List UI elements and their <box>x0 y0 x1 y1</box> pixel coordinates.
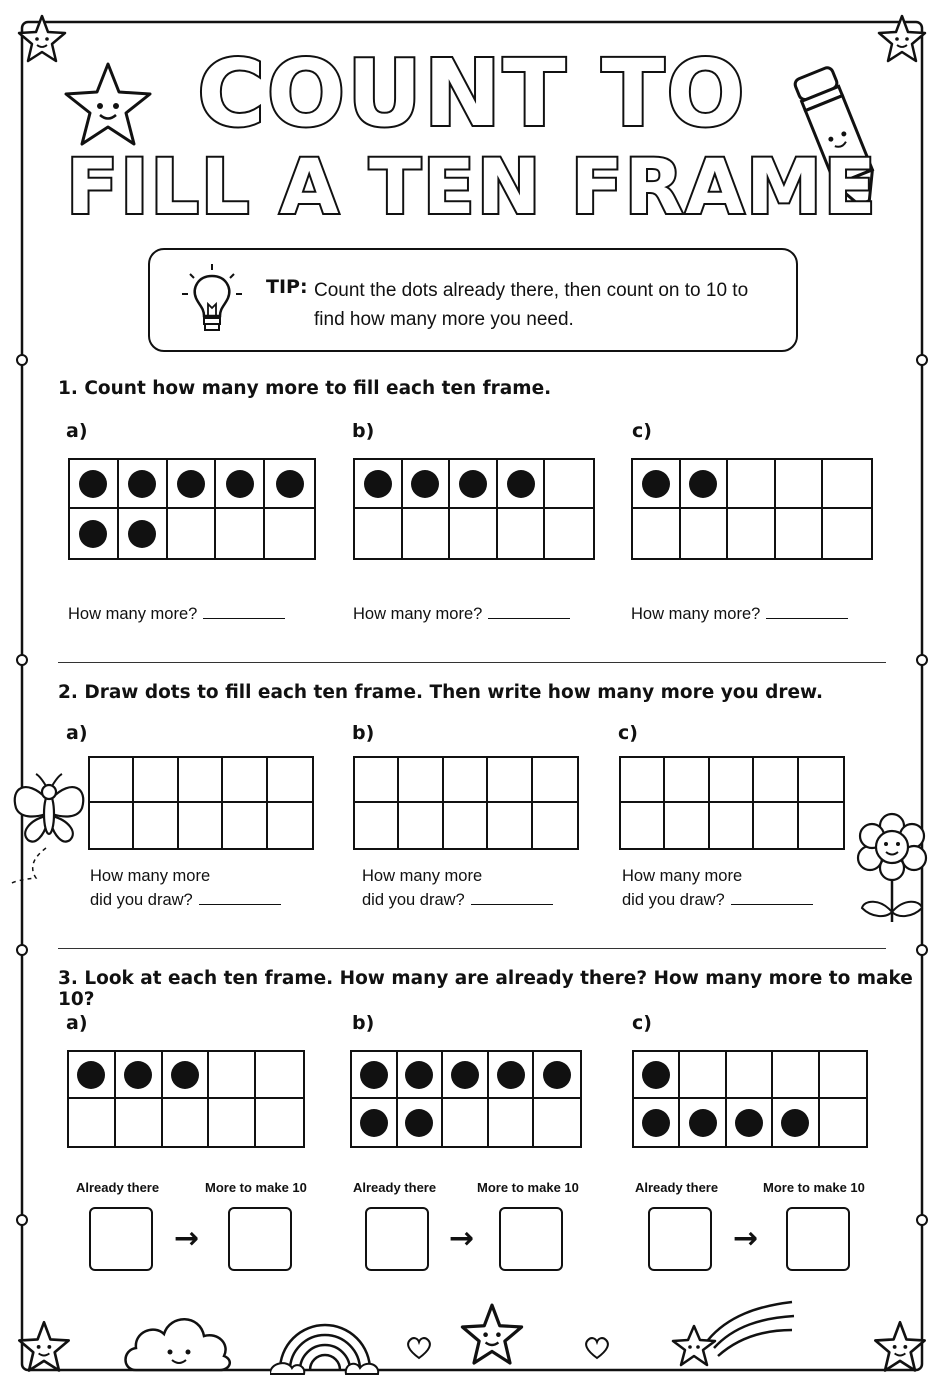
answer-line[interactable] <box>488 606 570 619</box>
part-label: a) <box>66 722 88 744</box>
ten-frame-cell-filled <box>352 1099 398 1146</box>
ten-frame <box>350 1050 582 1148</box>
prompt-text: How many more <box>90 867 211 885</box>
answer-line[interactable] <box>731 892 813 905</box>
question-1-heading: 1. Count how many more to fill each ten frame. <box>58 378 552 399</box>
ten-frame-cell-empty <box>681 509 729 558</box>
ten-frame-cell-empty[interactable] <box>90 758 134 803</box>
prompt-text: How many more <box>622 867 743 885</box>
section-divider <box>58 948 886 949</box>
prompt-text: How many more? <box>631 605 761 623</box>
prompt-text: How many more? <box>353 605 483 623</box>
heart-icon <box>406 1336 432 1360</box>
ten-frame-cell-empty <box>823 509 871 558</box>
ten-frame-cell-filled <box>634 1052 680 1099</box>
ten-frame-cell-filled <box>398 1052 444 1099</box>
answer-prompt <box>362 864 553 912</box>
ten-frame <box>353 458 595 560</box>
ten-frame-cell-empty <box>545 509 593 558</box>
part-label: c) <box>632 1012 652 1034</box>
part-label: b) <box>352 722 375 744</box>
ten-frame-cell-empty <box>633 509 681 558</box>
ten-frame-cell-filled <box>216 460 265 509</box>
ten-frame-cell-empty <box>534 1099 580 1146</box>
ten-frame-cell-empty[interactable] <box>134 758 178 803</box>
page-title-line-2: FILL A TEN FRAME <box>66 142 878 231</box>
ten-frame <box>68 458 316 560</box>
ten-frame-cell-empty[interactable] <box>621 758 665 803</box>
ten-frame-cell-filled <box>70 509 119 558</box>
more-to-make-10-box[interactable] <box>786 1207 850 1271</box>
ten-frame-cell-empty[interactable] <box>399 758 443 803</box>
arrow-icon: → <box>174 1221 200 1256</box>
ten-frame-cell-empty[interactable] <box>444 758 488 803</box>
ten-frame-cell-filled <box>681 460 729 509</box>
tip-box <box>148 248 798 352</box>
already-there-box[interactable] <box>365 1207 429 1271</box>
ten-frame-cell-empty <box>489 1099 535 1146</box>
ten-frame-cell-empty[interactable] <box>223 758 267 803</box>
ten-frame-cell-empty <box>728 509 776 558</box>
tip-label: TIP: <box>266 276 308 298</box>
ten-frame-cell-empty <box>498 509 546 558</box>
ten-frame-cell-empty <box>728 460 776 509</box>
question-2-heading: 2. Draw dots to fill each ten frame. Then write how many more you drew. <box>58 682 823 703</box>
ten-frame-cell-empty <box>545 460 593 509</box>
flower-icon <box>850 808 934 928</box>
ten-frame-cell-empty <box>727 1052 773 1099</box>
ten-frame-cell-empty[interactable] <box>665 758 709 803</box>
more-to-make-10-label: More to make 10 <box>205 1180 307 1195</box>
ten-frame-cell-empty <box>256 1099 303 1146</box>
answer-line[interactable] <box>203 606 285 619</box>
ten-frame-cell-empty[interactable] <box>754 803 798 848</box>
ten-frame-cell-empty[interactable] <box>399 803 443 848</box>
star-icon <box>870 1318 930 1378</box>
ten-frame-cell-filled <box>119 460 168 509</box>
ten-frame-cell-empty <box>403 509 451 558</box>
star-icon <box>14 1318 74 1378</box>
answer-prompt <box>68 602 285 626</box>
prompt-text: did you draw? <box>90 891 193 909</box>
ten-frame[interactable] <box>88 756 314 850</box>
part-label: b) <box>352 1012 375 1034</box>
ten-frame-cell-empty[interactable] <box>621 803 665 848</box>
ten-frame-cell-empty[interactable] <box>488 803 532 848</box>
lightbulb-icon <box>180 262 244 342</box>
ten-frame-cell-empty <box>680 1052 726 1099</box>
answer-prompt <box>631 602 848 626</box>
answer-line[interactable] <box>766 606 848 619</box>
prompt-text: did you draw? <box>622 891 725 909</box>
prompt-text: How many more <box>362 867 483 885</box>
answer-prompt <box>90 864 281 912</box>
ten-frame-cell-empty[interactable] <box>533 758 577 803</box>
part-label: a) <box>66 420 88 442</box>
ten-frame-cell-empty[interactable] <box>268 758 312 803</box>
ten-frame-cell-empty[interactable] <box>179 758 223 803</box>
already-there-box[interactable] <box>89 1207 153 1271</box>
ten-frame-cell-empty <box>69 1099 116 1146</box>
answer-line[interactable] <box>471 892 553 905</box>
answer-prompt <box>353 602 570 626</box>
ten-frame-cell-empty <box>163 1099 210 1146</box>
ten-frame[interactable] <box>619 756 845 850</box>
ten-frame-cell-empty <box>776 460 824 509</box>
ten-frame-cell-filled <box>534 1052 580 1099</box>
ten-frame-cell-empty[interactable] <box>90 803 134 848</box>
ten-frame-cell-empty <box>443 1099 489 1146</box>
ten-frame-cell-empty[interactable] <box>444 803 488 848</box>
part-label: a) <box>66 1012 88 1034</box>
part-label: b) <box>352 420 375 442</box>
ten-frame-cell-empty[interactable] <box>179 803 223 848</box>
ten-frame-cell-empty <box>116 1099 163 1146</box>
more-to-make-10-box[interactable] <box>228 1207 292 1271</box>
ten-frame-cell-empty <box>256 1052 303 1099</box>
tip-text: Count the dots already there, then count on to 10 to find how many more you need. <box>314 280 749 330</box>
ten-frame-cell-empty <box>450 509 498 558</box>
ten-frame-cell-empty[interactable] <box>665 803 709 848</box>
arrow-icon: → <box>733 1221 759 1256</box>
ten-frame-cell-empty[interactable] <box>355 758 399 803</box>
prompt-text: did you draw? <box>362 891 465 909</box>
prompt-text: How many more? <box>68 605 198 623</box>
already-there-label: Already there <box>76 1180 160 1195</box>
ten-frame-cell-filled <box>163 1052 210 1099</box>
ten-frame-cell-empty[interactable] <box>355 803 399 848</box>
ten-frame-cell-filled <box>69 1052 116 1099</box>
ten-frame <box>67 1050 305 1148</box>
shooting-star-icon <box>668 1296 798 1376</box>
ten-frame-cell-empty[interactable] <box>268 803 312 848</box>
ten-frame-cell-empty[interactable] <box>488 758 532 803</box>
ten-frame-cell-empty <box>820 1052 866 1099</box>
ten-frame-cell-filled <box>70 460 119 509</box>
already-there-box[interactable] <box>648 1207 712 1271</box>
ten-frame <box>631 458 873 560</box>
ten-frame-cell-empty[interactable] <box>799 758 843 803</box>
ten-frame-cell-filled <box>773 1099 819 1146</box>
ten-frame-cell-empty[interactable] <box>533 803 577 848</box>
ten-frame-cell-empty[interactable] <box>710 803 754 848</box>
ten-frame-cell-empty <box>209 1099 256 1146</box>
ten-frame-cell-empty <box>355 509 403 558</box>
ten-frame-cell-filled <box>355 460 403 509</box>
part-label: c) <box>632 420 652 442</box>
butterfly-icon <box>6 768 92 888</box>
ten-frame-cell-filled <box>450 460 498 509</box>
ten-frame-cell-empty <box>820 1099 866 1146</box>
already-there-label: Already there <box>635 1180 719 1195</box>
ten-frame-cell-filled <box>633 460 681 509</box>
ten-frame-cell-empty <box>776 509 824 558</box>
ten-frame-cell-filled <box>443 1052 489 1099</box>
ten-frame-cell-filled <box>727 1099 773 1146</box>
ten-frame-cell-empty[interactable] <box>710 758 754 803</box>
cloud-icon <box>118 1304 238 1376</box>
ten-frame-cell-filled <box>634 1099 680 1146</box>
heart-icon <box>584 1336 610 1360</box>
already-there-label: Already there <box>353 1180 437 1195</box>
part-label: c) <box>618 722 638 744</box>
ten-frame-cell-empty <box>168 509 217 558</box>
ten-frame-cell-filled <box>119 509 168 558</box>
more-to-make-10-box[interactable] <box>499 1207 563 1271</box>
ten-frame-cell-filled <box>680 1099 726 1146</box>
ten-frame-cell-filled <box>403 460 451 509</box>
ten-frame-cell-empty <box>773 1052 819 1099</box>
ten-frame-cell-empty <box>216 509 265 558</box>
ten-frame-cell-filled <box>352 1052 398 1099</box>
ten-frame-cell-filled <box>116 1052 163 1099</box>
ten-frame-cell-empty <box>823 460 871 509</box>
ten-frame-cell-empty[interactable] <box>134 803 178 848</box>
question-3-heading: 3. Look at each ten frame. How many are already there? How many more to make 10? <box>58 968 913 1010</box>
answer-line[interactable] <box>199 892 281 905</box>
ten-frame-cell-filled <box>168 460 217 509</box>
ten-frame-cell-filled <box>265 460 314 509</box>
ten-frame-cell-filled <box>398 1099 444 1146</box>
ten-frame-cell-filled <box>498 460 546 509</box>
section-divider <box>58 662 886 663</box>
arrow-icon: → <box>449 1221 475 1256</box>
ten-frame-cell-filled <box>489 1052 535 1099</box>
page-title-line-1: COUNT TO <box>197 40 747 147</box>
answer-prompt <box>622 864 813 912</box>
ten-frame-cell-empty[interactable] <box>223 803 267 848</box>
ten-frame <box>632 1050 868 1148</box>
ten-frame[interactable] <box>353 756 579 850</box>
star-icon <box>456 1300 528 1372</box>
ten-frame-cell-empty <box>265 509 314 558</box>
ten-frame-cell-empty <box>209 1052 256 1099</box>
ten-frame-cell-empty[interactable] <box>799 803 843 848</box>
more-to-make-10-label: More to make 10 <box>477 1180 579 1195</box>
ten-frame-cell-empty[interactable] <box>754 758 798 803</box>
more-to-make-10-label: More to make 10 <box>763 1180 865 1195</box>
rainbow-icon <box>270 1310 380 1376</box>
